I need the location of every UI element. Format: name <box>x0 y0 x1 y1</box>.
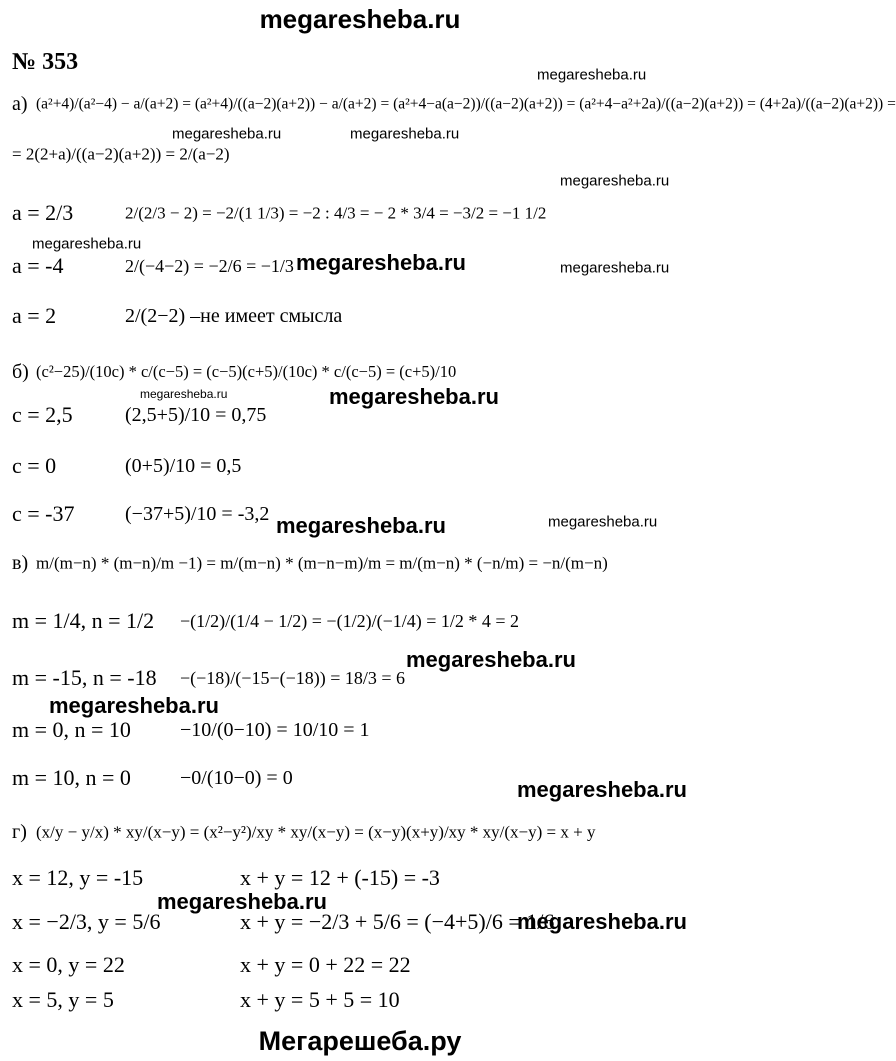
watermark-small: megaresheba.ru <box>350 125 460 143</box>
part-v-case-2-given: m = -15, n = -18 <box>12 665 157 690</box>
watermark-large: megaresheba.ru <box>517 777 687 802</box>
part-g-case-3-given: x = 0, y = 22 <box>12 952 125 977</box>
watermark-small: megaresheba.ru <box>172 125 282 143</box>
part-g-expression: (x/y − y/x) * xy/(x−y) = (x²−y²)/xy * xy/(x−y) = (x−y)(x+y)/xy * xy/(x−y) = x + y <box>36 822 596 842</box>
watermark-large: megaresheba.ru <box>276 513 446 538</box>
part-a-case-3-given: a = 2 <box>12 303 57 328</box>
part-b-case-2-calc: (0+5)/10 = 0,5 <box>125 455 242 477</box>
part-g-case-2-calc: x + y = −2/3 + 5/6 = (−4+5)/6 = 1/6 <box>240 909 555 934</box>
watermark-large: megaresheba.ru <box>406 647 576 672</box>
part-v-case-3-given: m = 0, n = 10 <box>12 717 131 742</box>
part-v-case-2-calc: −(−18)/(−15−(−18)) = 18/3 = 6 <box>180 668 406 688</box>
part-a-case-1-given: a = 2/3 <box>12 200 74 225</box>
part-a-case-1-calc: 2/(2/3 − 2) = −2/(1 1/3) = −2 : 4/3 = − 2 * 3/4 = −3/2 = −1 1/2 <box>125 203 547 223</box>
part-b-case-1-calc: (2,5+5)/10 = 0,75 <box>125 404 267 426</box>
part-a-label: а) <box>12 93 28 115</box>
watermark-small: megaresheba.ru <box>560 172 670 190</box>
watermark-large: megaresheba.ru <box>296 250 466 275</box>
part-g-label: г) <box>12 821 27 843</box>
part-a-case-3-calc: 2/(2−2) –не имеет смысла <box>125 305 343 327</box>
part-v-case-1-calc: −(1/2)/(1/4 − 1/2) = −(1/2)/(−1/4) = 1/2 * 4 = 2 <box>180 611 520 631</box>
part-b-case-3-calc: (−37+5)/10 = -3,2 <box>125 503 270 525</box>
part-g-case-1-calc: x + y = 12 + (-15) = -3 <box>240 865 440 890</box>
watermark-large: megaresheba.ru <box>517 909 687 934</box>
part-v-label: в) <box>12 552 29 574</box>
part-g-case-4-given: x = 5, y = 5 <box>12 987 114 1012</box>
part-v-case-1-given: m = 1/4, n = 1/2 <box>12 608 155 633</box>
watermark-small: megaresheba.ru <box>537 66 647 84</box>
watermark-small: megaresheba.ru <box>560 259 670 277</box>
site-footer: Мегарешеба.ру <box>258 1026 462 1056</box>
part-b-case-3-given: c = -37 <box>12 501 75 526</box>
part-g-case-1-given: x = 12, y = -15 <box>12 865 144 890</box>
part-b-case-2-given: c = 0 <box>12 453 57 478</box>
part-v-case-3-calc: −10/(0−10) = 10/10 = 1 <box>180 719 370 741</box>
part-v-case-4-given: m = 10, n = 0 <box>12 765 131 790</box>
watermark-small: megaresheba.ru <box>32 235 142 253</box>
part-b-case-1-given: c = 2,5 <box>12 402 73 427</box>
part-v-case-4-calc: −0/(10−0) = 0 <box>180 767 293 789</box>
site-header: megaresheba.ru <box>259 4 461 34</box>
watermark-large: megaresheba.ru <box>157 889 327 914</box>
part-v-expression: m/(m−n) * (m−n)/m −1) = m/(m−n) * (m−n−m)/m = m/(m−n) * (−n/m) = −n/(m−n) <box>36 553 608 573</box>
part-a-expression-line1: (a²+4)/(a²−4) − a/(a+2) = (a²+4)/((a−2)(a+2)) − a/(a+2) = (a²+4−a(a−2))/((a−2)(a+2)) = (a²+4−a²+2a)/((a−2)(a+2)) = (4+2a)/((a−2)(a+2)) = <box>36 95 896 113</box>
part-g-case-3-calc: x + y = 0 + 22 = 22 <box>240 952 411 977</box>
watermark-large: megaresheba.ru <box>49 693 219 718</box>
part-g-case-4-calc: x + y = 5 + 5 = 10 <box>240 987 400 1012</box>
problem-number: № 353 <box>12 49 79 75</box>
part-b-label: б) <box>12 361 29 383</box>
watermark-large: megaresheba.ru <box>329 384 499 409</box>
watermark-small: megaresheba.ru <box>140 387 228 401</box>
part-g-case-2-given: x = −2/3, y = 5/6 <box>12 909 161 934</box>
part-b-expression: (c²−25)/(10c) * c/(c−5) = (c−5)(c+5)/(10c) * c/(c−5) = (c+5)/10 <box>36 361 457 381</box>
part-a-case-2-given: a = -4 <box>12 253 64 278</box>
watermark-small: megaresheba.ru <box>548 513 658 531</box>
part-a-expression-line2: = 2(2+a)/((a−2)(a+2)) = 2/(a−2) <box>12 144 230 164</box>
part-a-case-2-calc: 2/(−4−2) = −2/6 = −1/3 <box>125 256 294 276</box>
